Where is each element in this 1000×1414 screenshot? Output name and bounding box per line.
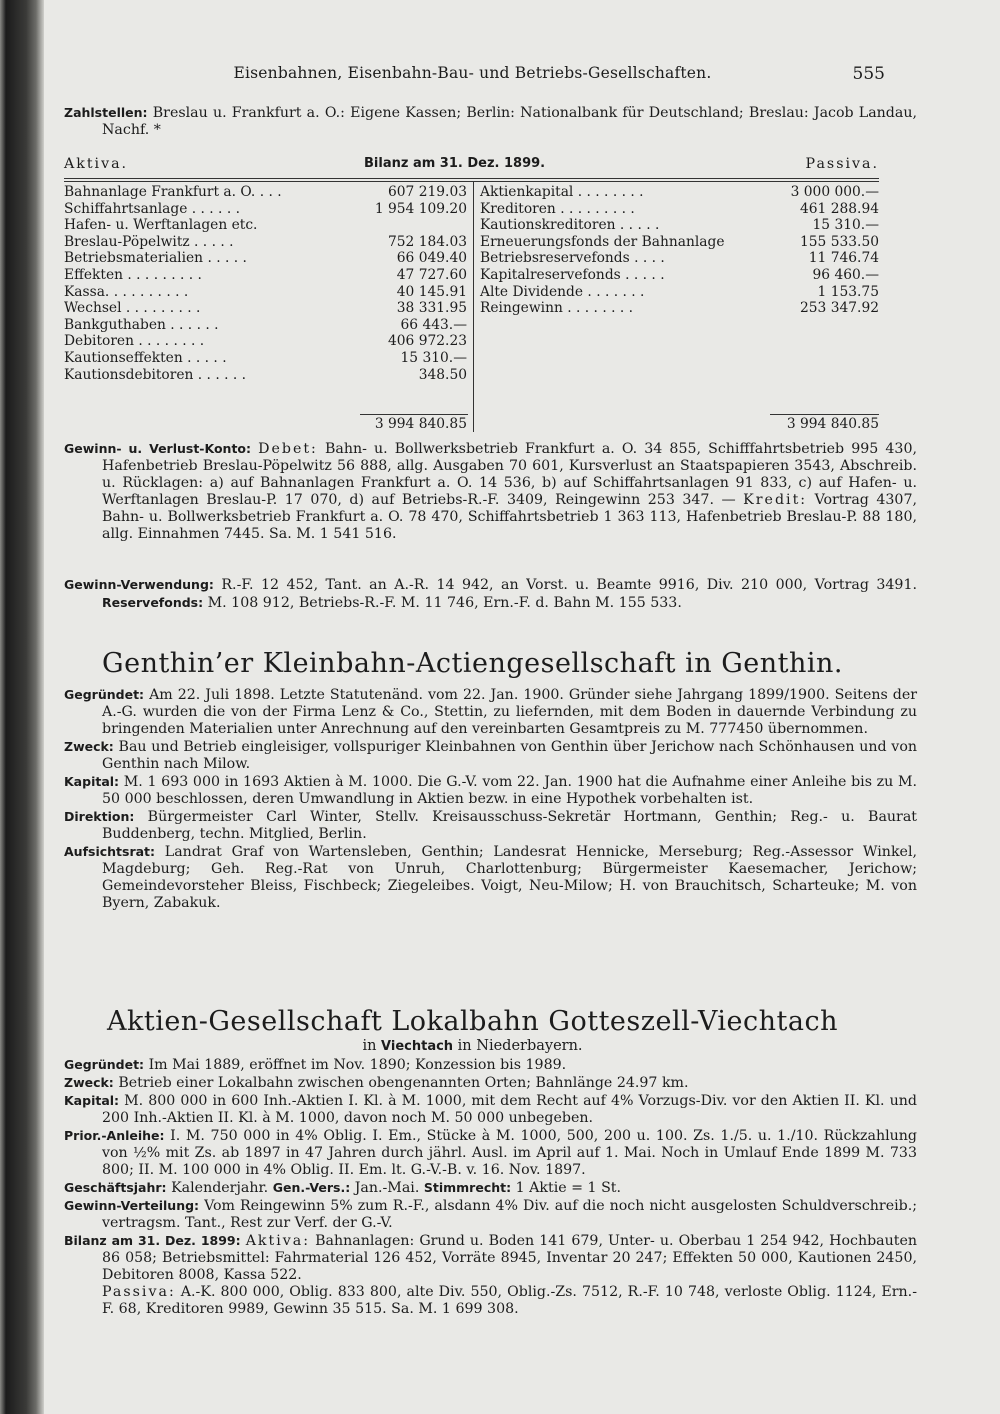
aktiva-row — [64, 367, 467, 384]
passiva-row-label: Kapitalreservefonds . . . . . — [480, 266, 665, 283]
balance-column-divider — [473, 182, 474, 432]
gewinn-verlust-paragraph — [64, 440, 917, 543]
aktiva-row — [64, 300, 467, 317]
aktiva-row-value: 752 184.03 — [388, 233, 467, 250]
aktiva-row-label: Breslau-Pöpelwitz . . . . . — [64, 233, 234, 250]
c2-passiva-word: Passiva: — [102, 1284, 176, 1300]
aktiva-row-label: Wechsel . . . . . . . . . — [64, 300, 201, 317]
aktiva-row-value: 1 954 109.20 — [374, 200, 467, 217]
company2-sections — [64, 1056, 918, 1318]
c2-kapital-label: Kapital: — [64, 1093, 120, 1108]
c2-kapital — [64, 1092, 917, 1127]
c2-zweck — [64, 1074, 917, 1092]
aktiva-row-value: 38 331.95 — [396, 300, 467, 317]
c2-geschaeftsjahr — [64, 1179, 917, 1197]
passiva-row-value: 15 310.— — [812, 217, 879, 234]
passiva-row-label: Aktienkapital . . . . . . . . — [480, 184, 644, 200]
balance-top-rule — [64, 178, 879, 179]
company1-section — [64, 738, 917, 773]
c2-genvers-text: Jan.-Mai. — [354, 1180, 420, 1196]
c2-zweck-text: Betrieb einer Lokalbahn zwischen obengenannten Orten; Bahnlänge 24.97 km. — [118, 1075, 689, 1091]
passiva-row — [480, 284, 879, 301]
aktiva-row-value: 15 310.— — [400, 349, 467, 366]
passiva-column — [480, 184, 879, 317]
c2-aktiva-text: Bahnanlagen: Grund u. Boden 141 679, Unter- u. Oberbau 1 254 942, Hochbauten 86 058; Betriebsmittel: Fahrmaterial 126 452, Vorräte 8945, Inventar 20 247; Effekten 50 000, Kautionen 2450, Debitoren 8008, Kassa 522. — [102, 1233, 917, 1283]
aktiva-row-label: Bankguthaben . . . . . . — [64, 316, 219, 333]
aktiva-row-value: 66 443.— — [400, 316, 467, 333]
company1-section-label: Kapital: — [64, 774, 120, 789]
zahlstellen-label: Zahlstellen: — [64, 105, 148, 120]
passiva-row-value: 155 533.50 — [800, 233, 879, 250]
c2-gegruendet — [64, 1056, 917, 1074]
aktiva-row-label: Bahnanlage Frankfurt a. O. . . . — [64, 184, 282, 200]
aktiva-row — [64, 250, 467, 267]
passiva-row-value: 1 153.75 — [817, 283, 879, 300]
aktiva-row-label: Hafen- u. Werftanlagen etc. — [64, 217, 258, 234]
company1-sections — [64, 686, 918, 912]
gewinn-verwendung-label: Gewinn-Verwendung: — [64, 577, 214, 592]
passiva-row-value: 3 000 000.— — [790, 184, 879, 200]
company2-subtitle — [60, 1038, 885, 1054]
company1-section — [64, 843, 917, 912]
balance-sheet-header — [64, 156, 879, 176]
passiva-sum-rule — [770, 414, 879, 415]
reservefonds-text: M. 108 912, Betriebs-R.-F. M. 11 746, Ern.-F. d. Bahn M. 155 533. — [207, 595, 682, 611]
aktiva-total: 3 994 840.85 — [374, 416, 467, 432]
passiva-row — [480, 234, 879, 251]
passiva-row-value: 11 746.74 — [808, 250, 879, 267]
company2-title: Aktien-Gesellschaft Lokalbahn Gotteszell-Viechtach — [107, 1006, 838, 1037]
passiva-row-value: 96 460.— — [812, 266, 879, 283]
gewinn-verwendung-text: R.-F. 12 452, Tant. an A.-R. 14 942, an Vorst. u. Beamte 9916, Div. 210 000, Vortrag 3491. — [221, 577, 917, 593]
company1-section-label: Direktion: — [64, 809, 135, 824]
aktiva-row-label: Kautionseffekten . . . . . — [64, 349, 227, 366]
company2-subtitle-pre: in — [362, 1038, 382, 1054]
aktiva-row — [64, 184, 467, 201]
aktiva-row-value: 348.50 — [418, 366, 467, 383]
company2-subtitle-post: in Niederbayern. — [453, 1038, 583, 1054]
company1-section — [64, 686, 917, 738]
company1-section-text: Bürgermeister Carl Winter, Stellv. Kreisausschuss-Sekretär Hortmann, Genthin; Reg.- u. Baurat Buddenberg, techn. Mitglied, Berlin. — [102, 809, 917, 842]
c2-gewinn-verteilung — [64, 1197, 917, 1232]
running-title: Eisenbahnen, Eisenbahn-Bau- und Betriebs-Gesellschaften. — [233, 64, 712, 82]
aktiva-heading: Aktiva. — [64, 156, 129, 172]
aktiva-row-label: Debitoren . . . . . . . . — [64, 333, 205, 350]
c2-gegruendet-label: Gegründet: — [64, 1057, 145, 1072]
aktiva-row — [64, 234, 467, 251]
aktiva-row — [64, 317, 467, 334]
company1-section-text: Am 22. Juli 1898. Letzte Statutenänd. vom 22. Jan. 1900. Gründer siehe Jahrgang 1899/1900. Seitens der A.-G. wurden die von der Firma Lenz & Co., Stettin, zu liefernden, mit dem Boden in dauernde Verbindung zu bringenden Materialien unter Anrechnung auf den vereinbarten Gesamtpreis zu M. 777450 übernommen. — [102, 687, 918, 737]
passiva-row-value: 253 347.92 — [800, 300, 879, 317]
passiva-row — [480, 217, 879, 234]
c2-genvers-label: Gen.-Vers.: — [272, 1180, 351, 1195]
passiva-row-label: Kautionskreditoren . . . . . — [480, 217, 660, 234]
debet-text: Bahn- u. Bollwerksbetrieb Frankfurt a. O. 34 855, Schifffahrtsbetrieb 995 430, Hafenbetrieb Breslau-Pöpelwitz 56 888, allg. Ausgaben 70 601, Kursverlust an Staatspapieren 3543, Abschreib. u. Rücklagen: a) auf Bahnanlagen Frankfurt a. O. 14 536, b) auf Schiffahrtsanlagen 91 833, c) auf Hafen- u. Werftanlagen Breslau-P. 17 070, d) auf Betriebs-R.-F. 3409, Reingewinn 253 347. — — [102, 441, 917, 508]
passiva-row — [480, 250, 879, 267]
company1-section-label: Zweck: — [64, 739, 114, 754]
page-number: 555 — [852, 64, 885, 84]
aktiva-row-value: 47 727.60 — [396, 266, 467, 283]
c2-prior-anleihe — [64, 1127, 917, 1179]
zahlstellen-paragraph — [64, 104, 917, 139]
zahlstellen-text: Breslau u. Frankfurt a. O.: Eigene Kassen; Berlin: Nationalbank für Deutschland; Breslau: Jacob Landau, Nachf. * — [102, 105, 917, 138]
passiva-row-label: Alte Dividende . . . . . . . — [480, 283, 645, 300]
company1-section — [64, 773, 917, 808]
company1-section-text: Bau und Betrieb eingleisiger, vollspuriger Kleinbahnen von Genthin über Jerichow nach Schönhausen und von Genthin nach Milow. — [102, 739, 917, 772]
c2-aktiva-word: Aktiva: — [245, 1233, 311, 1249]
aktiva-row-label: Kassa. . . . . . . . . . — [64, 283, 189, 300]
c2-geschaeftsjahr-text: Kalenderjahr. — [171, 1180, 269, 1196]
company1-section-label: Gegründet: — [64, 687, 145, 702]
aktiva-row — [64, 217, 467, 234]
reservefonds-label: Reservefonds: — [102, 595, 204, 610]
passiva-row — [480, 267, 879, 284]
company2-subtitle-place: Viechtach — [381, 1039, 454, 1054]
passiva-total: 3 994 840.85 — [786, 416, 879, 432]
aktiva-row-label: Effekten . . . . . . . . . — [64, 266, 202, 283]
c2-stimmrecht-label: Stimmrecht: — [423, 1180, 512, 1195]
gewinn-verlust-label: Gewinn- u. Verlust-Konto: — [64, 441, 252, 456]
aktiva-column — [64, 184, 467, 383]
aktiva-row-value: 607 219.03 — [388, 184, 467, 200]
company1-section — [64, 808, 917, 843]
passiva-row-label: Erneuerungsfonds der Bahnanlage — [480, 233, 725, 250]
passiva-row — [480, 201, 879, 218]
gewinn-verwendung-paragraph — [64, 576, 917, 612]
passiva-row-label: Kreditoren . . . . . . . . . — [480, 200, 635, 217]
company1-title: Genthin’er Kleinbahn-Actiengesellschaft in Genthin. — [102, 648, 843, 679]
c2-passiva-text: A.-K. 800 000, Oblig. 833 800, alte Div. 550, Oblig.-Zs. 7512, R.-F. 10 748, verloste Oblig. 1124, Ern.-F. 68, Kreditoren 9989, Gewinn 35 515. Sa. M. 1 699 308. — [102, 1284, 917, 1317]
company1-section-text: Landrat Graf von Wartensleben, Genthin; Landesrat Hennicke, Merseburg; Reg.-Assessor Winkel, Magdeburg; Geh. Reg.-Rat von Unruh, Charlottenburg; Bürgermeister Kaesemacher, Jerichow; Gemeindevorsteher Bleiss, Fischbeck; Ziegeleibes. Voigt, Neu-Milow; H. von Brauchitsch, Scharteuke; M. von Byern, Zabakuk. — [102, 844, 917, 911]
kredit-text: Vortrag 4307, Bahn- u. Bollwerksbetrieb Frankfurt a. O. 78 470, Schiffahrtsbetrieb 1 363 113, Hafenbetrieb Breslau-P. 88 180, allg. Einnahmen 7445. Sa. M. 1 541 516. — [102, 492, 917, 542]
passiva-row-label: Reingewinn . . . . . . . . — [480, 300, 634, 317]
c2-gegruendet-text: Im Mai 1889, eröffnet im Nov. 1890; Konzession bis 1989. — [148, 1057, 567, 1073]
aktiva-row-value: 406 972.23 — [388, 333, 467, 350]
c2-bilanz-label: Bilanz am 31. Dez. 1899: — [64, 1233, 241, 1248]
aktiva-row-value: 66 049.40 — [396, 250, 467, 267]
balance-sheet-title: Bilanz am 31. Dez. 1899. — [364, 156, 546, 171]
passiva-row — [480, 300, 879, 317]
passiva-row-label: Betriebsreservefonds . . . . — [480, 250, 665, 267]
passiva-row — [480, 184, 879, 201]
aktiva-row — [64, 267, 467, 284]
aktiva-row-value: 40 145.91 — [396, 283, 467, 300]
aktiva-row — [64, 333, 467, 350]
balance-top-rule-2 — [64, 181, 879, 182]
c2-stimmrecht-text: 1 Aktie = 1 St. — [515, 1180, 622, 1196]
aktiva-row — [64, 284, 467, 301]
c2-prior-text: I. M. 750 000 in 4% Oblig. I. Em., Stücke à M. 1000, 500, 200 u. 100. Zs. 1./5. u. 1./10. Rückzahlung von ½% mit Zs. ab 1897 in 47 Jahren durch jährl. Ausl. im April auf 1. Mai. Noch in Umlauf Ende 1899 M. 733 800; II. M. 100 000 in 4% Oblig. II. Em. lt. G.-V.-B. v. 16. Nov. 1897. — [102, 1128, 918, 1178]
aktiva-row-label: Betriebsmaterialien . . . . . — [64, 250, 247, 267]
c2-gewinn-verteilung-text: Vom Reingewinn 5% zum R.-F., alsdann 4% Div. auf die noch nicht ausgelosten Schuldverschreib.; vertragsm. Tant., Rest zur Verf. der G.-V. — [102, 1198, 917, 1231]
aktiva-row-label: Kautionsdebitoren . . . . . . — [64, 366, 247, 383]
book-binding-shadow — [0, 0, 44, 1414]
passiva-row-value: 461 288.94 — [800, 200, 879, 217]
aktiva-row-label: Schiffahrtsanlage . . . . . . — [64, 200, 240, 217]
c2-kapital-text: M. 800 000 in 600 Inh.-Aktien I. Kl. à M. 1000, mit dem Recht auf 4% Vorzugs-Div. vor den Aktien II. Kl. und 200 Inh.-Aktien II. Kl. à M. 1000, davon noch M. 50 000 unbegeben. — [102, 1093, 917, 1126]
c2-geschaeftsjahr-label: Geschäftsjahr: — [64, 1180, 167, 1195]
c2-prior-label: Prior.-Anleihe: — [64, 1128, 165, 1143]
running-header — [60, 64, 885, 88]
c2-zweck-label: Zweck: — [64, 1075, 114, 1090]
c2-gewinn-verteilung-label: Gewinn-Verteilung: — [64, 1198, 200, 1213]
aktiva-sum-rule — [360, 414, 468, 415]
company1-section-label: Aufsichtsrat: — [64, 844, 156, 859]
debet-word: Debet: — [258, 441, 318, 457]
kredit-word: Kredit: — [743, 492, 808, 508]
aktiva-row — [64, 350, 467, 367]
company1-section-text: M. 1 693 000 in 1693 Aktien à M. 1000. Die G.-V. vom 22. Jan. 1900 hat die Aufnahme einer Anleihe bis zu M. 50 000 beschlossen, deren Umwandlung in Aktien bezw. in eine Hypothek vorbehalten ist. — [102, 774, 917, 807]
passiva-heading: Passiva. — [805, 156, 879, 172]
c2-bilanz — [64, 1232, 917, 1318]
aktiva-row — [64, 201, 467, 218]
